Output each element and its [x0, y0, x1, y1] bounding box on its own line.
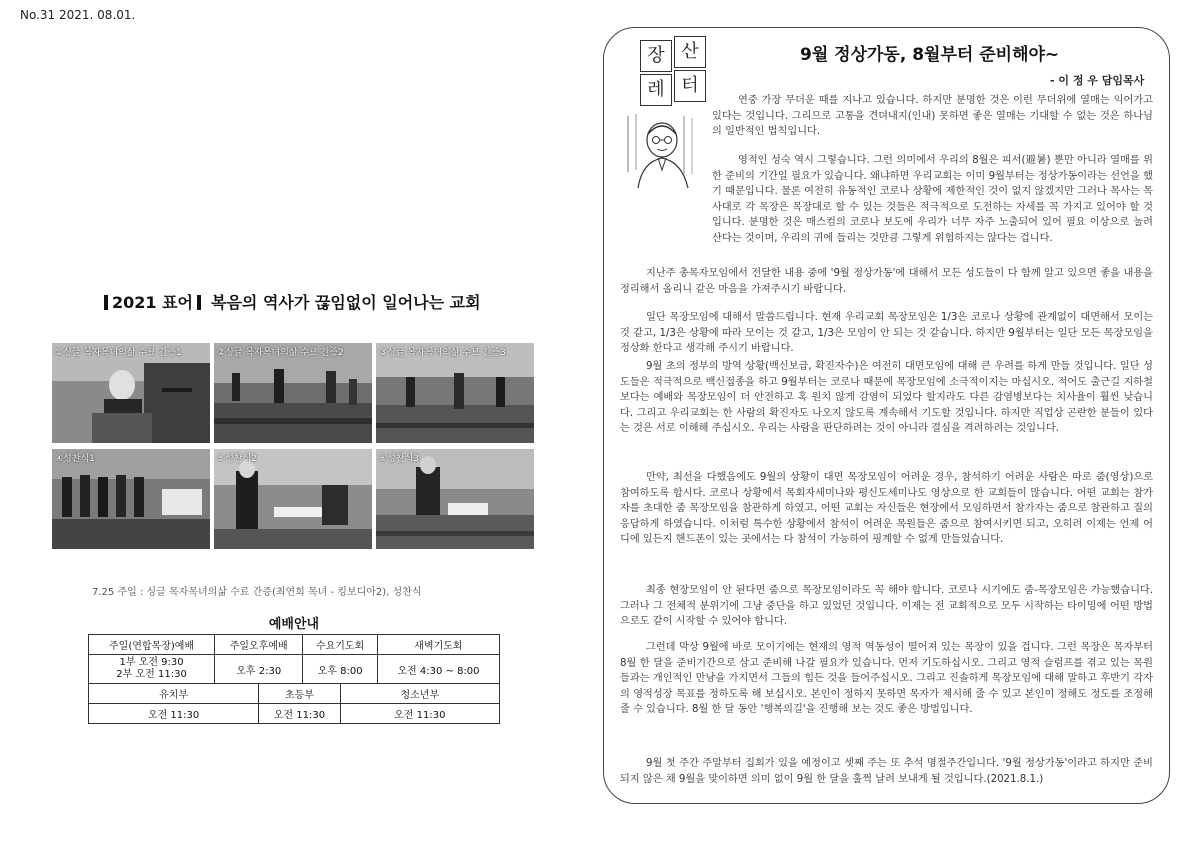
motto-bar-right	[197, 295, 201, 310]
photo-label: ③싱글 목자목녀의삶 수료 간증3	[379, 348, 506, 358]
photo-image	[214, 343, 372, 443]
worship-time: 오전 11:30	[259, 704, 340, 724]
photo-grid	[52, 343, 534, 549]
letter-paragraph: 9월 첫 주간 주말부터 집회가 있을 예정이고 셋째 주는 또 추석 명절주간입니다. '9월 정상가동'이라고 하지만 준비되지 않은 채 9월을 맞이하면 의미 없이 9월 한 달을 훌쩍 날려 보내게 될 것입니다.(2021.8.1.)	[620, 758, 1153, 785]
motto-bar-left	[104, 295, 108, 310]
worship-header: 유치부	[89, 684, 259, 704]
motto-text: 복음의 역사가 끊임없이 일어나는 교회	[211, 293, 481, 312]
column-stamp-char: 산	[674, 36, 706, 68]
photo-communion-2	[214, 449, 372, 549]
letter-paragraph: 지난주 총목자모임에서 전달한 내용 중에 '9월 정상가동'에 대해서 모든 성도들이 다 함께 알고 있으면 좋을 내용을 정리해서 올리니 같은 마음을 가져주시기 바랍니다.	[620, 268, 1153, 295]
worship-time: 오전 11:30	[340, 704, 499, 724]
photo-testimony-1	[52, 343, 210, 443]
letter-title: 9월 정상가동, 8월부터 준비해야~	[800, 45, 1060, 65]
photo-label: ⑥성찬식3	[379, 454, 419, 464]
motto-year: 2021 표어	[112, 293, 194, 312]
column-stamp-char: 터	[674, 70, 706, 102]
photo-testimony-3	[376, 343, 534, 443]
worship-header: 새벽기도회	[377, 635, 499, 655]
worship-table-title: 예배안내	[89, 611, 500, 635]
photo-image	[376, 449, 534, 549]
letter-paragraph: 9월 초의 정부의 방역 상황(백신보급, 확진자수)은 여전히 대면모임에 대해 큰 우려를 하게 만들 것입니다. 일단 성도들은 적극적으로 백신접종을 하고 9월부터는 코로나 때문에 목장모임에 소극적이지는 마십시오. 적어도 출근길 지하철보다는 예배와 목장모임이 더 안전하고 혹 원치 않게 감염이 되었다 할지라도 다른 감염병보다는 치사율이 훨씬 낮습니다. 그리고 우리교회는 한 사람의 확진자도 나오지 않도록 계속해서 기도할 것입니다. 하지만 직업상 곤란한 분들이 있다는 것은 서로 이해해 주십시오. 우리는 사람을 판단하려는 것이 아니라 결심을 격려하려는 것입니다.	[620, 361, 1153, 435]
pastor-portrait-illustration	[624, 112, 702, 190]
column-stamp-char: 장	[640, 40, 672, 72]
letter-paragraph: 그런데 막상 9월에 바로 모이기에는 현재의 영적 역동성이 떨어져 있는 목장이 있을 겁니다. 그런 목장은 목자부터 8월 한 달을 준비기간으로 삼고 준비해 나갈 필요가 있습니다. 먼저 기도하십시오. 그리고 영적 슬럼프를 겪고 있는 목원들과는 개인적인 만남을 가지면서 그들의 힘든 것을 들어주십시오. 그리고 진솔하게 목장모임에 대해 말하고 후반기 각자의 영적성장 목표를 정하도록 해 보십시오. 본인이 정하지 못하면 목자가 제시해 줄 수 있고 본인이 정해도 정도를 조정해 줄 수 있습니다. 8월 한 달 동안 '행복의길'을 진행해 보는 것도 좋은 방법입니다.	[620, 642, 1153, 716]
column-stamp-char: 레	[640, 74, 672, 106]
worship-time: 오후 2:30	[215, 655, 303, 684]
photo-communion-3	[376, 449, 534, 549]
worship-time: 오전 4:30 ~ 8:00	[377, 655, 499, 684]
photo-image	[52, 343, 210, 443]
worship-schedule-table	[88, 611, 500, 724]
worship-time: 오전 11:30	[89, 704, 259, 724]
church-motto	[104, 290, 564, 313]
photo-caption: 7.25 주일 : 싱글 목자목녀의삶 수료 간증(최연희 목녀 - 킹보디아2), 성찬식	[92, 587, 422, 598]
photo-testimony-2	[214, 343, 372, 443]
photo-image	[52, 449, 210, 549]
worship-header: 청소년부	[340, 684, 499, 704]
photo-communion-1	[52, 449, 210, 549]
worship-time: 1부 오전 9:30 2부 오전 11:30	[89, 655, 215, 684]
letter-paragraph: 영적인 성숙 역시 그렇습니다. 그런 의미에서 우리의 8월은 피서(避暑) 뿐만 아니라 열매를 위한 준비의 기간일 필요가 있습니다. 왜냐하면 우리교회는 이미 9월부터는 정상가동이라는 선언을 했기 때문입니다. 물론 여전히 유동적인 코로나 상황에 제한적인 것이 없지 않겠지만 그러나 목사는 목사대로 각 목장은 목장대로 할 수 있는 것들은 적극적으로 도전하는 자세를 꼭 가지고 있어야 할 것입니다. 분명한 것은 매스컴의 코로나 보도에 우리가 너무 자주 노출되어 있어 필요 이상으로 눌려 산다는 것이며, 우리의 귀에 들리는 것만큼 그렇게 위험하지는 않다는 겁니다.	[712, 155, 1153, 244]
worship-time: 오후 8:00	[303, 655, 378, 684]
photo-label: ①싱글 목자목녀의삶 수료 간증1	[55, 348, 182, 358]
worship-header: 수요기도회	[303, 635, 378, 655]
photo-image	[214, 449, 372, 549]
photo-label: ④성찬식1	[55, 454, 95, 464]
photo-image	[376, 343, 534, 443]
letter-author: - 이 정 우 담임목사	[1050, 74, 1145, 87]
worship-header: 초등부	[259, 684, 340, 704]
photo-label: ⑤성찬식2	[217, 454, 257, 464]
letter-paragraph: 일단 목장모임에 대해서 말씀드립니다. 현재 우리교회 목장모임은 1/3은 코로나 상황에 관계없이 대면해서 모이는 것 같고, 1/3은 상황에 따라 모이는 것 같고, 1/3은 모임이 안 되는 것 같습니다. 하지만 9월부터는 일단 모든 목장모임을 정상화 한다고 생각해 주시기 바랍니다.	[620, 312, 1153, 355]
issue-date-line: No.31 2021. 08.01.	[20, 8, 136, 22]
letter-paragraph: 최종 현장모임이 안 된다면 줌으로 목장모임이라도 꼭 해야 합니다. 코로나 시기에도 줌-목장모임은 가능했습니다. 그러나 그 전체적 분위기에 그냥 중단을 하고 있었던 것입니다. 이제는 전 교회적으로 모두 시작하는 타이밍에 어떤 방법으로도 같이 시작할 수 있어야 합니다.	[620, 585, 1153, 628]
letter-paragraph: 연중 가장 무더운 때를 지나고 있습니다. 하지만 분명한 것은 이런 무더위에 열매는 익어가고 있다는 것입니다. 그리므로 고통을 견뎌내지(인내) 못하면 좋은 열매는 기대할 수 없는 것은 하나님의 일반적인 법칙입니다.	[712, 95, 1153, 138]
worship-header: 주일오후예배	[215, 635, 303, 655]
worship-header: 주일(연합목장)예배	[89, 635, 215, 655]
photo-label: ②싱글 목자목녀의삶 수료 간증2	[217, 348, 344, 358]
letter-paragraph: 만약, 최선을 다했음에도 9월의 상황이 대면 목장모임이 어려운 경우, 참석하기 어려운 사람은 따로 줌(영상)으로 참여하도록 합시다. 코로나 상황에서 목회자세미나와 평신도세미나도 영상으로 한 교회들이 많습니다. 어떤 교회는 참가자를 초대한 줌 목장모임을 참관하게 하였고, 어떤 교회는 자신들은 현장에서 모임하면서 참가자는 줌으로 참관하고 질의 응답하게 하였습니다. 이처럼 특수한 상황에서 참석이 어려운 목원들은 줌으로 참여시키면 되고, 오히려 이제는 언제 어디에 있든지 핸드폰이 있는 곳에서는 다 참석이 가능하여 핑계할 수 없게 만들었습니다.	[620, 472, 1153, 546]
